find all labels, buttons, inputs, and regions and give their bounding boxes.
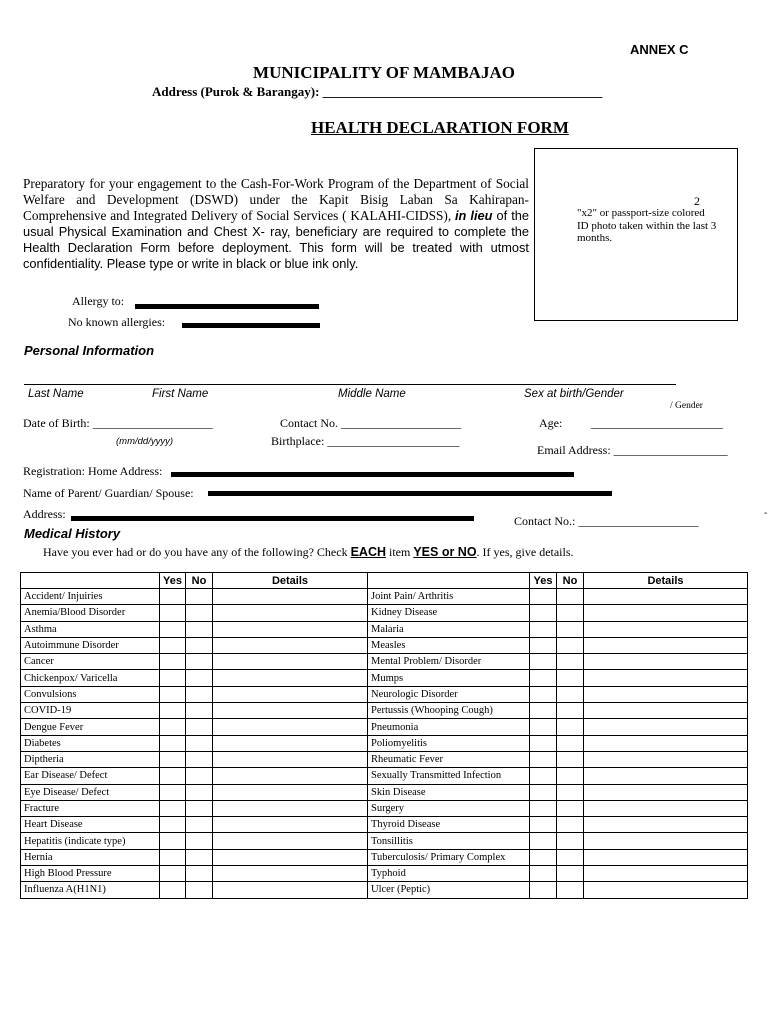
condition-left: Heart Disease (21, 817, 160, 833)
reg-address-field[interactable] (171, 472, 574, 477)
header-details-left: Details (213, 573, 368, 589)
personal-info-heading: Personal Information (24, 343, 155, 358)
no-checkbox-right[interactable] (557, 817, 584, 833)
table-row (21, 784, 748, 800)
municipality-title: MUNICIPALITY OF MAMBAJAO (253, 63, 515, 82)
yes-checkbox-right[interactable] (530, 637, 557, 653)
details-input-left[interactable] (213, 605, 368, 621)
condition-right: Rheumatic Fever (368, 751, 530, 767)
address2-field[interactable] (71, 516, 474, 521)
details-input-right[interactable] (584, 768, 748, 784)
details-input-left[interactable] (213, 882, 368, 898)
no-checkbox-left[interactable] (186, 882, 213, 898)
header-yes-left: Yes (160, 573, 186, 589)
no-checkbox-right[interactable] (557, 719, 584, 735)
parent-field[interactable] (208, 491, 612, 496)
header-details-right: Details (584, 573, 748, 589)
age-field[interactable]: ______________________ (591, 416, 723, 430)
details-input-right[interactable] (584, 817, 748, 833)
yes-checkbox-left[interactable] (160, 866, 186, 882)
age-label: Age: (539, 416, 563, 430)
yes-checkbox-right[interactable] (530, 768, 557, 784)
no-checkbox-left[interactable] (186, 670, 213, 686)
condition-left: Dengue Fever (21, 719, 160, 735)
no-checkbox-left[interactable] (186, 833, 213, 849)
details-input-right[interactable] (584, 637, 748, 653)
condition-left: Hernia (21, 849, 160, 865)
details-input-right[interactable] (584, 800, 748, 816)
yes-checkbox-left[interactable] (160, 670, 186, 686)
no-checkbox-right[interactable] (557, 800, 584, 816)
condition-right: Typhoid (368, 866, 530, 882)
contact2-field[interactable]: Contact No.: ____________________ (514, 514, 699, 528)
details-input-right[interactable] (584, 703, 748, 719)
details-input-left[interactable] (213, 637, 368, 653)
details-input-left[interactable] (213, 735, 368, 751)
yes-checkbox-right[interactable] (530, 605, 557, 621)
details-input-right[interactable] (584, 735, 748, 751)
details-input-right[interactable] (584, 654, 748, 670)
yes-checkbox-left[interactable] (160, 882, 186, 898)
table-row (21, 605, 748, 621)
no-checkbox-left[interactable] (186, 735, 213, 751)
table-header-row (21, 573, 748, 589)
condition-left: High Blood Pressure (21, 866, 160, 882)
yes-checkbox-left[interactable] (160, 833, 186, 849)
details-input-left[interactable] (213, 621, 368, 637)
medical-instruction (43, 545, 574, 560)
yes-checkbox-left[interactable] (160, 719, 186, 735)
table-row (21, 621, 748, 637)
annex-label: ANNEX C (630, 42, 689, 57)
yes-checkbox-right[interactable] (530, 751, 557, 767)
no-checkbox-right[interactable] (557, 589, 584, 605)
yes-checkbox-left[interactable] (160, 784, 186, 800)
condition-right: Neurologic Disorder (368, 686, 530, 702)
no-checkbox-right[interactable] (557, 866, 584, 882)
yes-checkbox-right[interactable] (530, 817, 557, 833)
details-input-right[interactable] (584, 751, 748, 767)
yes-checkbox-right[interactable] (530, 719, 557, 735)
condition-right: Mumps (368, 670, 530, 686)
condition-right: Joint Pain/ Arthritis (368, 589, 530, 605)
condition-left: Convulsions (21, 686, 160, 702)
no-checkbox-left[interactable] (186, 719, 213, 735)
no-checkbox-right[interactable] (557, 703, 584, 719)
details-input-right[interactable] (584, 882, 748, 898)
table-row (21, 817, 748, 833)
no-checkbox-right[interactable] (557, 670, 584, 686)
allergy-field[interactable] (135, 304, 319, 309)
instruction-c: . If yes, give details. (476, 545, 574, 559)
condition-right: Poliomyelitis (368, 735, 530, 751)
no-checkbox-right[interactable] (557, 637, 584, 653)
yes-checkbox-right[interactable] (530, 670, 557, 686)
sex-label: Sex at birth/Gender (524, 388, 624, 400)
condition-left: Cancer (21, 654, 160, 670)
no-checkbox-right[interactable] (557, 833, 584, 849)
details-input-right[interactable] (584, 670, 748, 686)
no-checkbox-left[interactable] (186, 637, 213, 653)
condition-left: Chickenpox/ Varicella (21, 670, 160, 686)
yes-checkbox-right[interactable] (530, 866, 557, 882)
details-input-right[interactable] (584, 866, 748, 882)
details-input-right[interactable] (584, 621, 748, 637)
header-yes-right: Yes (530, 573, 557, 589)
details-input-left[interactable] (213, 751, 368, 767)
condition-right: Kidney Disease (368, 605, 530, 621)
no-checkbox-right[interactable] (557, 686, 584, 702)
details-input-left[interactable] (213, 719, 368, 735)
yes-checkbox-left[interactable] (160, 817, 186, 833)
yes-checkbox-right[interactable] (530, 882, 557, 898)
birthplace-field[interactable]: Birthplace: ______________________ (271, 434, 460, 448)
no-checkbox-right[interactable] (557, 882, 584, 898)
header-condition-right (368, 573, 530, 589)
email-field[interactable]: Email Address: ___________________ (537, 443, 728, 457)
condition-left: Autoimmune Disorder (21, 637, 160, 653)
no-checkbox-left[interactable] (186, 605, 213, 621)
yes-checkbox-left[interactable] (160, 735, 186, 751)
condition-left: Diabetes (21, 735, 160, 751)
instruction-a: Have you ever had or do you have any of the following? Check (43, 545, 351, 559)
details-input-left[interactable] (213, 817, 368, 833)
condition-right: Ulcer (Peptic) (368, 882, 530, 898)
condition-right: Surgery (368, 800, 530, 816)
condition-right: Malaria (368, 621, 530, 637)
condition-right: Pertussis (Whooping Cough) (368, 703, 530, 719)
condition-right: Thyroid Disease (368, 817, 530, 833)
middle-name-label: Middle Name (338, 388, 406, 400)
details-input-left[interactable] (213, 800, 368, 816)
name-line[interactable] (24, 384, 676, 385)
no-checkbox-right[interactable] (557, 751, 584, 767)
condition-right: Mental Problem/ Disorder (368, 654, 530, 670)
no-checkbox-left[interactable] (186, 751, 213, 767)
instruction-yes-no: YES or NO (413, 545, 477, 559)
details-input-left[interactable] (213, 768, 368, 784)
no-checkbox-left[interactable] (186, 800, 213, 816)
table-row (21, 719, 748, 735)
condition-right: Skin Disease (368, 784, 530, 800)
reg-address-label: Registration: Home Address: (23, 464, 163, 478)
photo-instruction: "x2" or passport-size colored ID photo taken within the last 3 months. (577, 207, 717, 244)
header-condition-left (21, 573, 160, 589)
table-row (21, 654, 748, 670)
no-checkbox-right[interactable] (557, 849, 584, 865)
condition-left: COVID-19 (21, 703, 160, 719)
medical-history-table (20, 572, 748, 899)
details-input-right[interactable] (584, 686, 748, 702)
yes-checkbox-right[interactable] (530, 800, 557, 816)
instruction-b: item (386, 545, 414, 559)
gender-label: / Gender (670, 401, 703, 411)
form-title: HEALTH DECLARATION FORM (311, 118, 569, 137)
yes-checkbox-left[interactable] (160, 703, 186, 719)
yes-checkbox-left[interactable] (160, 849, 186, 865)
yes-checkbox-left[interactable] (160, 768, 186, 784)
table-row (21, 670, 748, 686)
condition-right: Measles (368, 637, 530, 653)
details-input-right[interactable] (584, 849, 748, 865)
no-checkbox-left[interactable] (186, 589, 213, 605)
yes-checkbox-right[interactable] (530, 589, 557, 605)
table-row (21, 849, 748, 865)
details-input-right[interactable] (584, 605, 748, 621)
table-row (21, 637, 748, 653)
medical-heading: Medical History (24, 526, 121, 541)
no-checkbox-left[interactable] (186, 784, 213, 800)
yes-checkbox-right[interactable] (530, 735, 557, 751)
details-input-right[interactable] (584, 833, 748, 849)
details-input-left[interactable] (213, 654, 368, 670)
yes-checkbox-right[interactable] (530, 654, 557, 670)
header-no-left: No (186, 573, 213, 589)
condition-left: Eye Disease/ Defect (21, 784, 160, 800)
yes-checkbox-left[interactable] (160, 800, 186, 816)
no-checkbox-left[interactable] (186, 621, 213, 637)
dob-field[interactable]: Date of Birth: ____________________ (23, 416, 213, 430)
no-checkbox-left[interactable] (186, 849, 213, 865)
details-input-left[interactable] (213, 670, 368, 686)
details-input-right[interactable] (584, 589, 748, 605)
header-no-right: No (557, 573, 584, 589)
dob-format: (mm/dd/yyyy) (116, 436, 173, 447)
no-checkbox-left[interactable] (186, 703, 213, 719)
condition-left: Hepatitis (indicate type) (21, 833, 160, 849)
table-row (21, 866, 748, 882)
details-input-left[interactable] (213, 686, 368, 702)
condition-right: Sexually Transmitted Infection (368, 768, 530, 784)
details-input-left[interactable] (213, 589, 368, 605)
details-input-right[interactable] (584, 784, 748, 800)
no-checkbox-left[interactable] (186, 686, 213, 702)
details-input-right[interactable] (584, 719, 748, 735)
yes-checkbox-left[interactable] (160, 589, 186, 605)
details-input-left[interactable] (213, 866, 368, 882)
table-row (21, 833, 748, 849)
no-checkbox-left[interactable] (186, 654, 213, 670)
condition-left: Anemia/Blood Disorder (21, 605, 160, 621)
yes-checkbox-left[interactable] (160, 751, 186, 767)
table-row (21, 768, 748, 784)
no-checkbox-right[interactable] (557, 784, 584, 800)
no-checkbox-right[interactable] (557, 621, 584, 637)
intro-paragraph (23, 176, 529, 272)
no-checkbox-right[interactable] (557, 735, 584, 751)
table-row (21, 686, 748, 702)
yes-checkbox-left[interactable] (160, 621, 186, 637)
allergy-label: Allergy to: (72, 294, 125, 308)
parent-label: Name of Parent/ Guardian/ Spouse: (23, 486, 194, 500)
yes-checkbox-right[interactable] (530, 849, 557, 865)
condition-right: Tonsillitis (368, 833, 530, 849)
intro-in-lieu: in lieu (454, 208, 493, 223)
first-name-label: First Name (152, 388, 209, 400)
condition-left: Ear Disease/ Defect (21, 768, 160, 784)
yes-checkbox-left[interactable] (160, 654, 186, 670)
condition-left: Influenza A(H1N1) (21, 882, 160, 898)
yes-checkbox-left[interactable] (160, 637, 186, 653)
table-row (21, 751, 748, 767)
table-row (21, 882, 748, 898)
condition-right: Pneumonia (368, 719, 530, 735)
yes-checkbox-left[interactable] (160, 605, 186, 621)
details-input-left[interactable] (213, 849, 368, 865)
yes-checkbox-right[interactable] (530, 784, 557, 800)
details-input-left[interactable] (213, 784, 368, 800)
instruction-each: EACH (350, 545, 386, 559)
no-checkbox-left[interactable] (186, 817, 213, 833)
last-name-label: Last Name (28, 388, 84, 400)
yes-checkbox-right[interactable] (530, 703, 557, 719)
no-allergy-field[interactable] (182, 323, 320, 328)
no-checkbox-right[interactable] (557, 654, 584, 670)
intro-part2: of the usual Physical Examination and Chest X- ray, beneficiary are required to complete the Health Declaration Form before deployment. This form will be treated with utmost confidentiality. Please type or write in black or blue ink only. (23, 208, 529, 271)
table-row (21, 703, 748, 719)
condition-left: Fracture (21, 800, 160, 816)
no-checkbox-right[interactable] (557, 605, 584, 621)
address2-label: Address: (23, 507, 66, 521)
condition-left: Diptheria (21, 751, 160, 767)
contact-field[interactable]: Contact No. ____________________ (280, 416, 461, 430)
intro-part1: Preparatory for your engagement to the Cash-For-Work Program of the Department of Social Welfare and Development (DSWD) under the Kapit Bisig Laban Sa Kahirapan-Comprehensive and Integrated Delivery of Social Services ( KALAHI-CIDSS), (23, 176, 529, 223)
address-label: Address (Purok & Barangay): ___________________________________________ (152, 84, 603, 99)
no-allergy-label: No known allergies: (68, 315, 166, 329)
table-row (21, 589, 748, 605)
condition-right: Tuberculosis/ Primary Complex (368, 849, 530, 865)
no-checkbox-left[interactable] (186, 768, 213, 784)
no-checkbox-right[interactable] (557, 768, 584, 784)
condition-left: Accident/ Injuiries (21, 589, 160, 605)
details-input-left[interactable] (213, 703, 368, 719)
photo-size-number: 2 (694, 194, 700, 208)
yes-checkbox-right[interactable] (530, 621, 557, 637)
yes-checkbox-right[interactable] (530, 833, 557, 849)
yes-checkbox-left[interactable] (160, 686, 186, 702)
no-checkbox-left[interactable] (186, 866, 213, 882)
table-row (21, 735, 748, 751)
condition-left: Asthma (21, 621, 160, 637)
details-input-left[interactable] (213, 833, 368, 849)
yes-checkbox-right[interactable] (530, 686, 557, 702)
margin-mark: ‐ (764, 508, 768, 519)
table-row (21, 800, 748, 816)
